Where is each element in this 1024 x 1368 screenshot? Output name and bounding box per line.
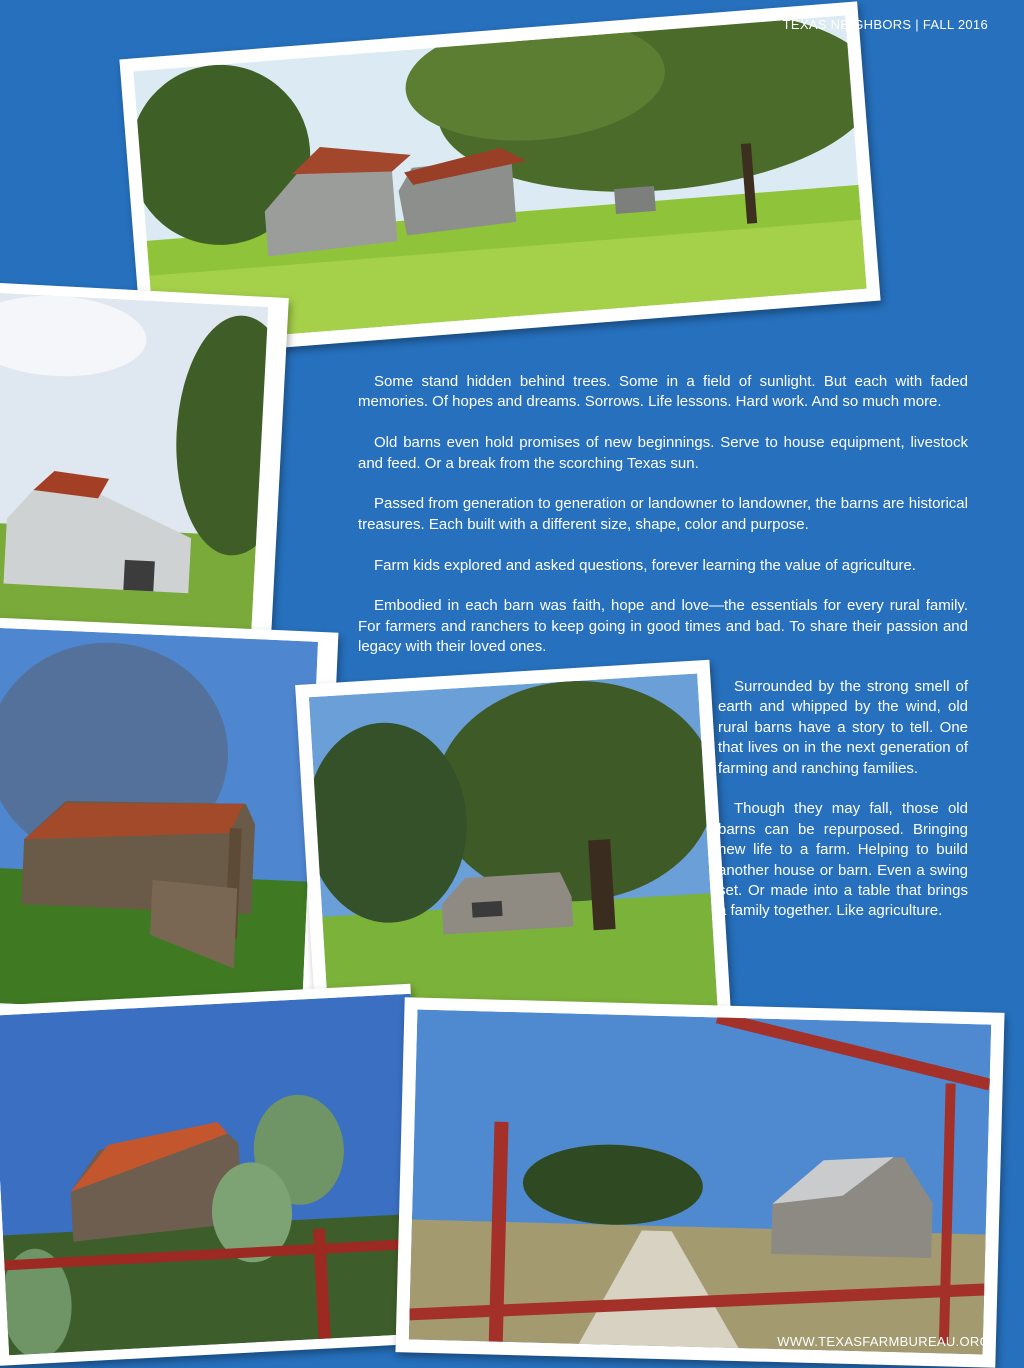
paragraph-4: Farm kids explored and asked questions, forever learning the value of agriculture. [374,556,916,574]
photo-gate-barn-road [395,997,1004,1368]
photo-cactus-barn [0,984,429,1367]
photo-white-barn-hill [0,282,289,642]
main-article-text [358,372,968,678]
paragraph-3: Passed from generation to generation or landowner to landowner, the barns are historical treasures. Each built with a different size, shape, color and purpose. [358,495,968,533]
paragraph-5: Embodied in each barn was faith, hope and love—the essentials for every rural family. For farmers and ranchers to keep going in good times and bad. To share their passion and legacy with their loved ones. [358,597,968,656]
paragraph-7: Though they may fall, those old barns can be repurposed. Bringing new life to a farm. Helping to build another house or barn. Even a swing set. Or made into a table that brings a family together. Like agriculture. [718,800,968,920]
paragraph-2: Old barns even hold promises of new beginnings. Serve to house equipment, livestock and feed. Or a break from the scorching Texas sun. [358,434,968,472]
side-article-text [718,677,968,942]
photo-red-roof-barn-fence [0,618,338,1028]
paragraph-1: Some stand hidden behind trees. Some in a field of sunlight. But each with faded memories. Of hopes and dreams. Sorrows. Life lessons. Hard work. And so much more. [358,373,968,411]
website-footer: WWW.TEXASFARMBUREAU.ORG [777,1334,990,1349]
paragraph-6: Surrounded by the strong smell of earth and whipped by the wind, old rural barns have a story to tell. One that lives on in the next generation of farming and ranching families. [718,678,968,777]
publication-header: TEXAS NEIGHBORS | FALL 2016 [782,17,988,32]
